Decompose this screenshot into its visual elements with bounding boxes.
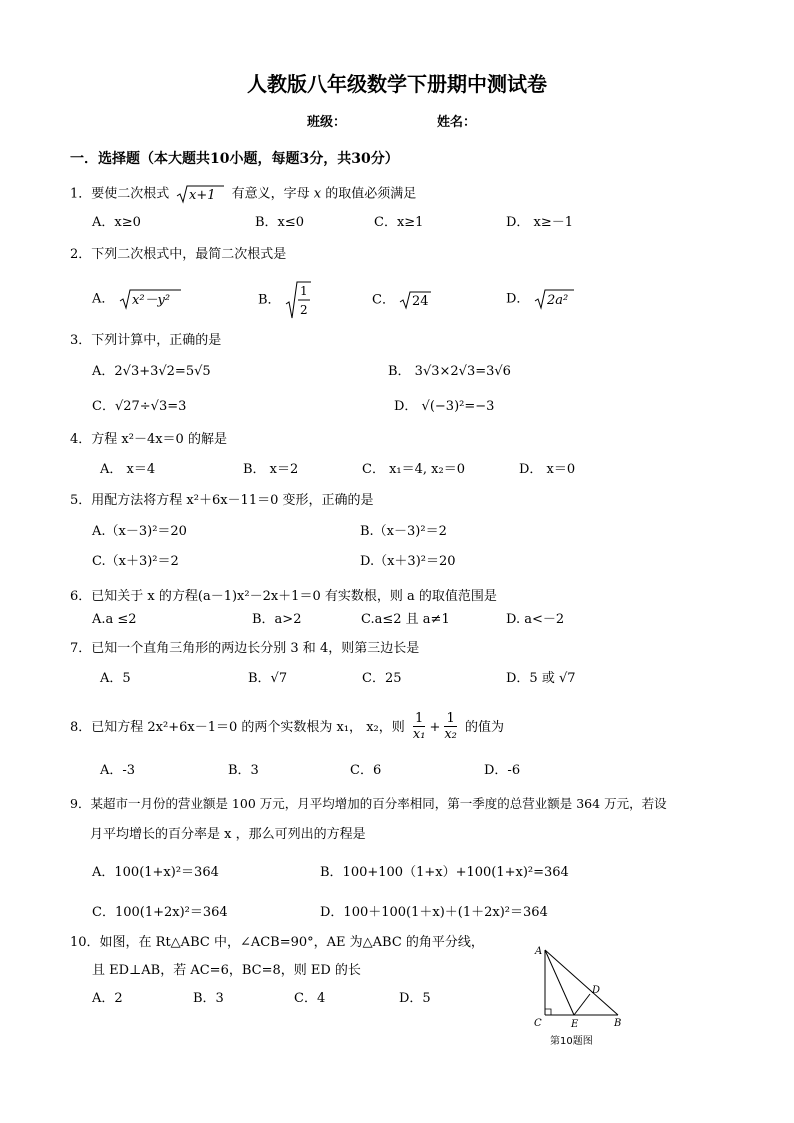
svg-text:1: 1 <box>299 284 308 298</box>
q5-option-b: B.（x－3)²＝2 <box>360 524 447 539</box>
q5-option-d: D.（x＋3)²＝20 <box>360 554 456 569</box>
q2-option-c: C． 24 <box>372 290 431 310</box>
q7-option-a: A．5 <box>100 671 131 686</box>
class-label: 班级： <box>307 115 347 130</box>
label-b: B <box>614 1018 622 1029</box>
question-8: 8．已知方程 2x²+6x－1＝0 的两个实数根为 x₁， x₂，则 $\frac{1}{\text{x₁}}$ + $\frac{1}{\text{x₂}}$ 的值为 <box>70 711 505 743</box>
label-e: E <box>571 1019 579 1030</box>
q6-option-c: C.a≤2 且 a≠1 <box>361 612 450 627</box>
question-10-line-2: 且 ED⊥AB，若 AC=6，BC=8，则 ED 的长 <box>92 963 361 978</box>
q9-option-a: A．100(1+x)²＝364 <box>92 865 219 880</box>
q1-option-c: C．x≥1 <box>374 215 424 230</box>
label-d: D <box>592 985 601 996</box>
q10-option-b: B．3 <box>193 991 224 1006</box>
q5-option-a: A.（x－3)²＝20 <box>92 524 187 539</box>
question-7: 7．已知一个直角三角形的两边长分别 3 和 4，则第三边长是 <box>70 641 420 656</box>
svg-text:x+1: x+1 <box>189 188 216 203</box>
q2-option-a: A． x²－y² <box>92 288 181 310</box>
q9-option-d: D．100＋100(1＋x)＋(1＋2x)²＝364 <box>320 905 548 920</box>
q4-option-a: A． x＝4 <box>100 462 156 477</box>
q7-option-b: B．√7 <box>248 671 288 686</box>
q8-option-b: B．3 <box>228 763 259 778</box>
q1-option-b: B．x≤0 <box>255 215 305 230</box>
q6-option-a: A.a ≤2 <box>92 612 137 627</box>
q2-option-d: D． 2a² <box>506 288 574 310</box>
q2-option-b: B． 1 2 <box>258 280 311 320</box>
q6-option-d: D. a<－2 <box>506 612 565 627</box>
svg-text:2: 2 <box>299 303 308 317</box>
q10-option-d: D．5 <box>399 991 431 1006</box>
q8-option-a: A．-3 <box>100 763 136 778</box>
label-c: C <box>534 1018 542 1029</box>
question-4: 4．方程 x²－4x＝0 的解是 <box>70 432 227 447</box>
page-title: 人教版八年级数学下册期中测试卷 <box>247 72 547 96</box>
triangle-figure <box>528 938 638 1050</box>
q5-option-c: C.（x＋3)²＝2 <box>92 554 179 569</box>
q10-option-c: C．4 <box>294 991 326 1006</box>
q6-option-b: B．a>2 <box>252 612 302 627</box>
figure-caption: 第10题图 <box>550 1036 593 1047</box>
q1-option-d: D． x≥－1 <box>506 215 574 230</box>
q8-option-c: C．6 <box>350 763 382 778</box>
q7-option-d: D．5 或 √7 <box>506 671 576 686</box>
question-5: 5．用配方法将方程 x²＋6x－11＝0 变形，正确的是 <box>70 493 374 508</box>
question-9-line-2: 月平均增长的百分率是 x ，那么可列出的方程是 <box>90 827 366 842</box>
q9-option-b: B．100+100（1+x）+100(1+x)²=364 <box>320 865 569 880</box>
section-heading: 一．选择题（本大题共10小题，每题3分，共30分） <box>70 151 399 167</box>
q7-option-c: C．25 <box>362 671 402 686</box>
q4-option-d: D． x＝0 <box>519 462 576 477</box>
q3-option-d: D． √(−3)²=−3 <box>394 399 495 414</box>
q10-option-a: A．2 <box>92 991 123 1006</box>
q4-option-b: B． x＝2 <box>243 462 299 477</box>
q3-option-c: C．√27÷√3=3 <box>92 399 187 414</box>
q9-option-c: C．100(1+2x)²＝364 <box>92 905 228 920</box>
question-2: 2．下列二次根式中，最简二次根式是 <box>70 247 287 262</box>
fraction-2: $\frac{1}{\text{x₂}}$ <box>444 711 457 743</box>
sqrt-expression <box>176 184 224 204</box>
svg-text:x²－y²: x²－y² <box>131 293 170 308</box>
question-6: 6．已知关于 x 的方程(a－1)x²－2x＋1＝0 有实数根，则 a 的取值范围是 <box>70 589 497 604</box>
q3-option-b: B． 3√3×2√3=3√6 <box>388 364 511 379</box>
q3-option-a: A．2√3+3√2=5√5 <box>92 364 211 379</box>
fraction-1: $\frac{1}{\text{x₁}}$ <box>412 711 426 743</box>
question-9-line-1: 9．某超市一月份的营业额是 100 万元，月平均增加的百分率相同，第一季度的总营业额是 364 万元，若设 <box>70 796 667 811</box>
question-1: 1．要使二次根式 x+1 有意义，字母 x 的取值必须满足 <box>70 184 416 204</box>
q8-option-d: D．-6 <box>484 763 521 778</box>
label-a: A <box>535 946 543 957</box>
question-10-line-1: 10．如图，在 Rt△ABC 中，∠ACB=90°，AE 为△ABC 的角平分线， <box>70 935 484 950</box>
svg-text:24: 24 <box>412 294 429 309</box>
name-label: 姓名： <box>437 115 477 130</box>
q1-option-a: A．x≥0 <box>92 215 141 230</box>
q4-option-c: C． x₁＝4, x₂＝0 <box>362 462 465 477</box>
svg-text:2a²: 2a² <box>546 293 568 308</box>
question-3: 3．下列计算中，正确的是 <box>70 333 222 348</box>
